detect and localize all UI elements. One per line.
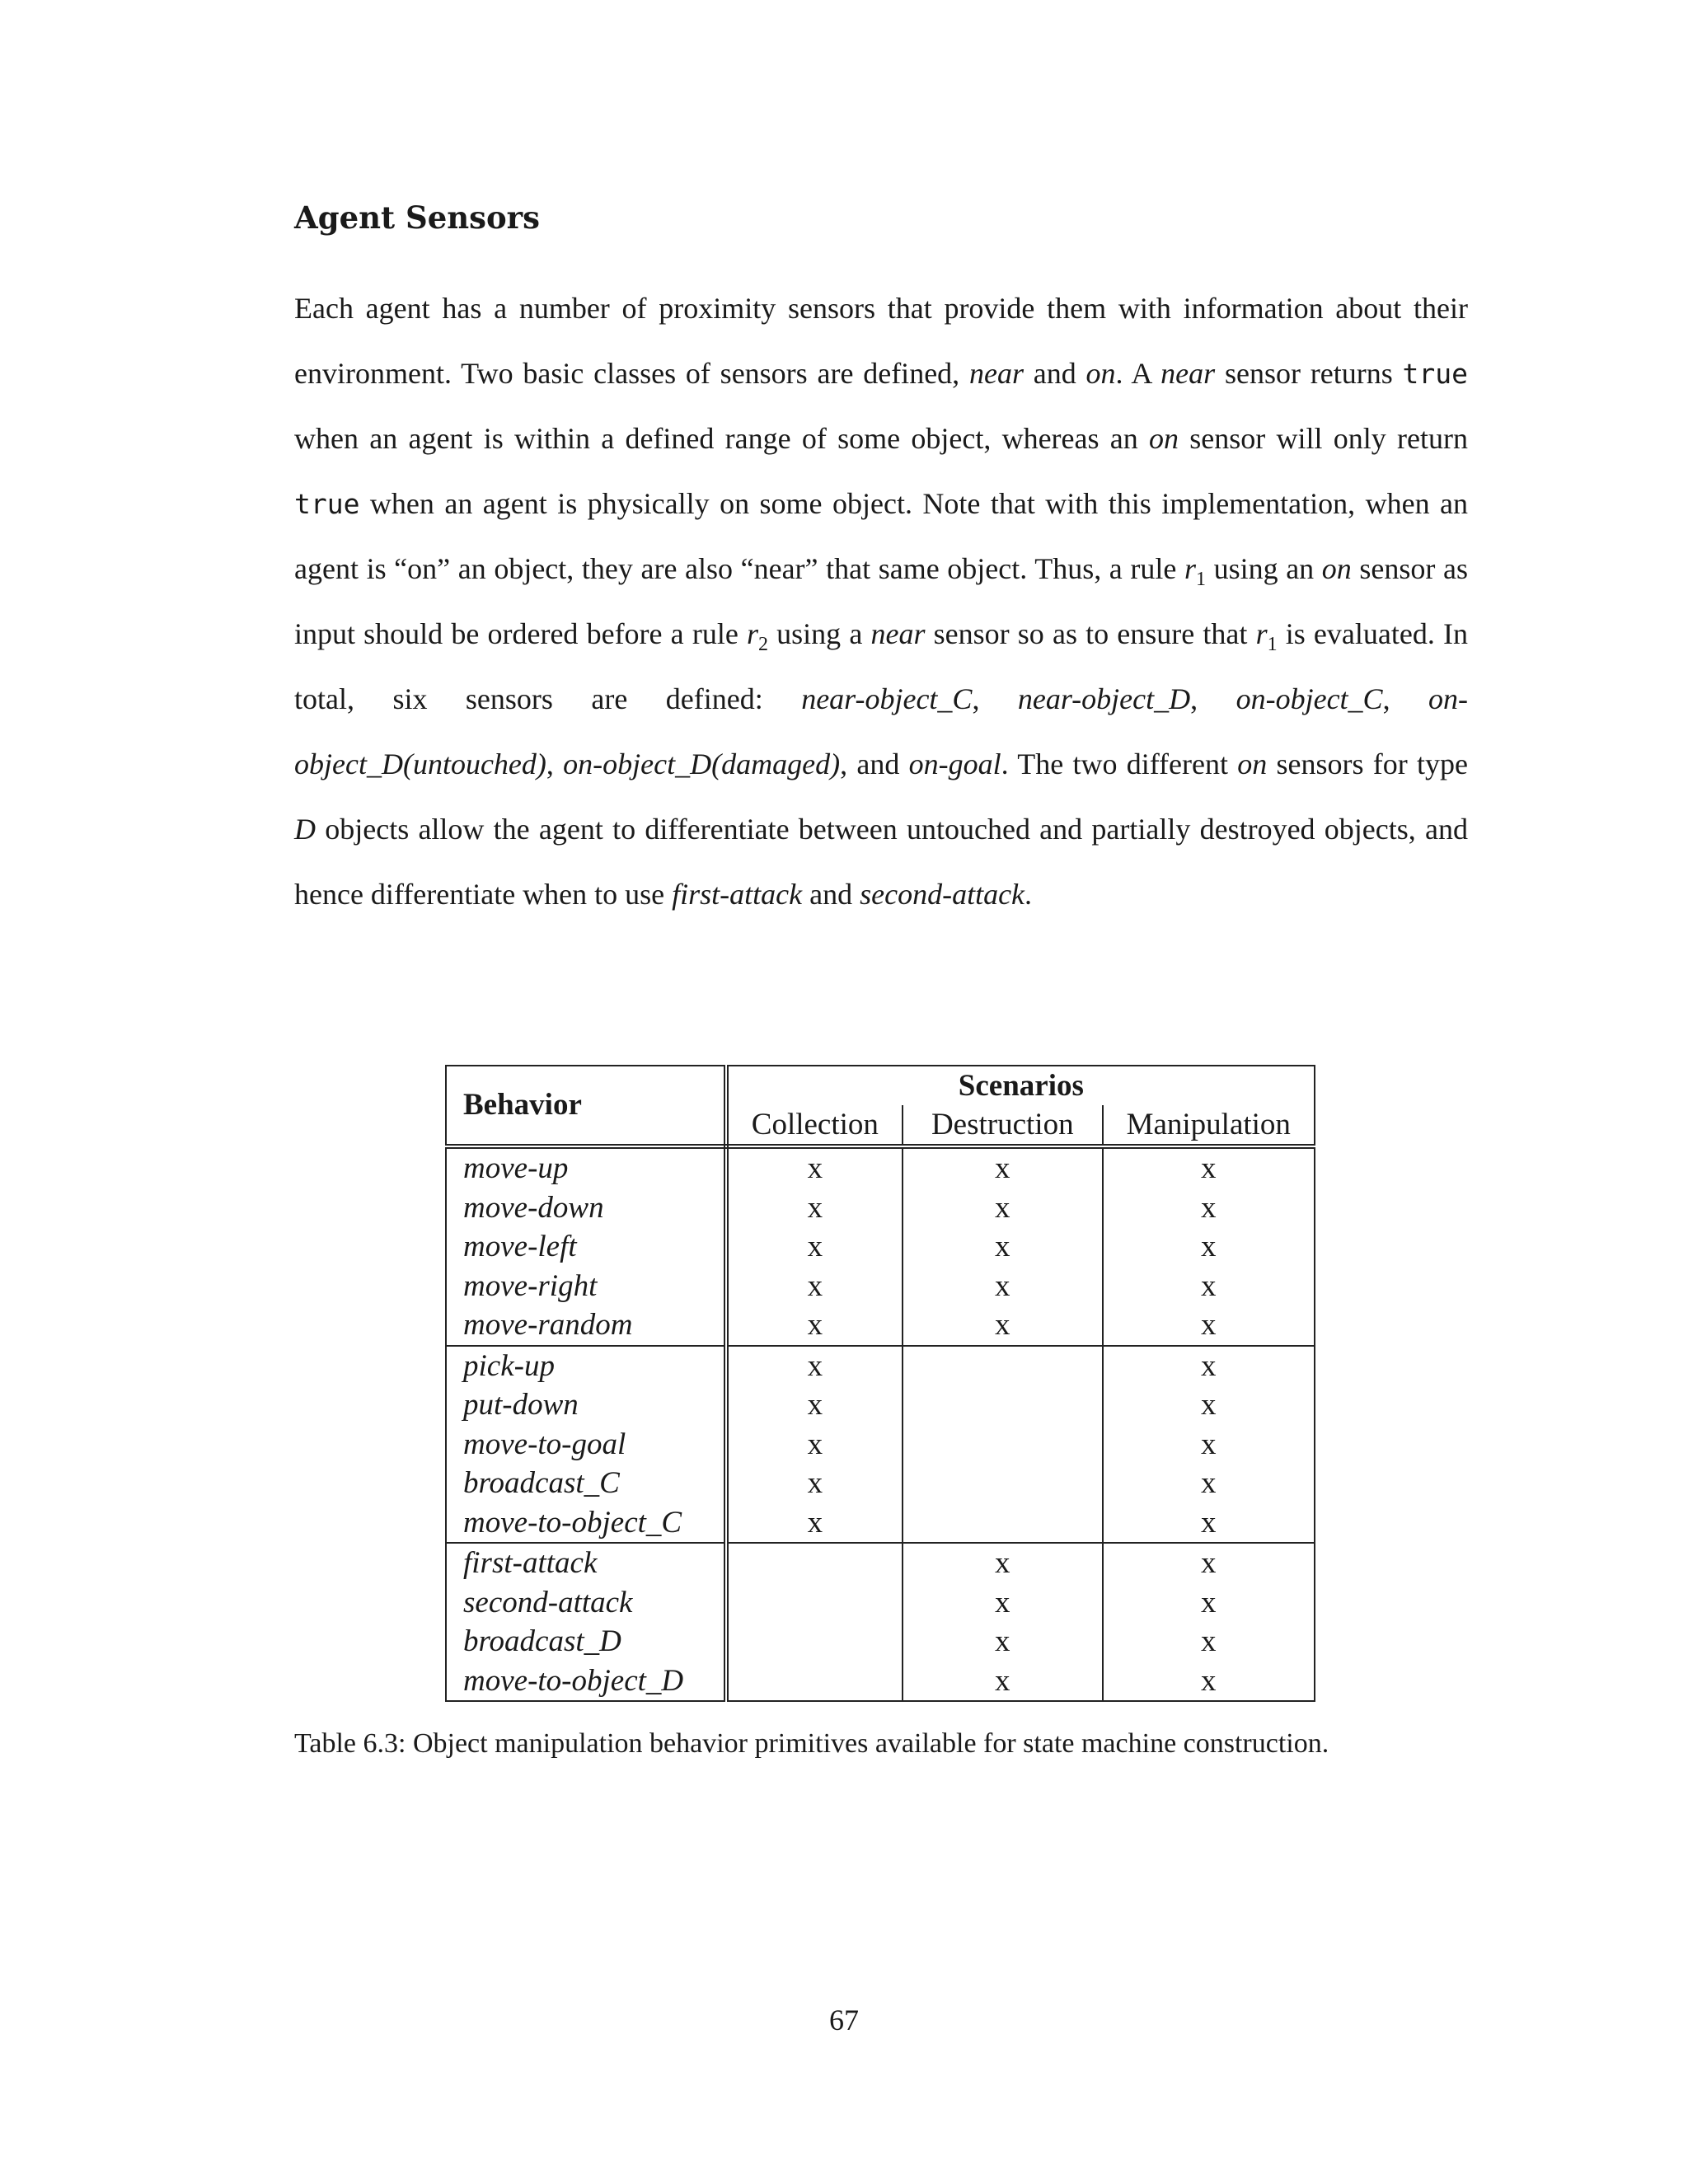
column-header: Manipulation [1103, 1105, 1315, 1146]
behavior-cell: pick-up [446, 1346, 726, 1386]
mark-cell: x [903, 1267, 1102, 1306]
behavior-cell: move-to-object_D [446, 1661, 726, 1702]
table-row [446, 1227, 1315, 1267]
mark-cell: x [903, 1661, 1102, 1702]
mark-cell [903, 1464, 1102, 1503]
mark-cell: x [1103, 1188, 1315, 1228]
behavior-header: Behavior [446, 1066, 726, 1146]
mark-cell: x [1103, 1543, 1315, 1583]
mark-cell [726, 1661, 903, 1702]
table-row [446, 1503, 1315, 1544]
mark-cell: x [903, 1622, 1102, 1661]
mark-cell: x [903, 1543, 1102, 1583]
mark-cell [903, 1503, 1102, 1544]
behavior-cell: move-up [446, 1146, 726, 1188]
mark-cell: x [1103, 1425, 1315, 1465]
mark-cell: x [1103, 1622, 1315, 1661]
table-body [446, 1146, 1315, 1701]
mark-cell: x [903, 1583, 1102, 1623]
column-header: Destruction [903, 1105, 1102, 1146]
table-caption: Table 6.3: Object manipulation behavior primitives available for state machine construction. [294, 1728, 1329, 1759]
mark-cell: x [807, 1388, 823, 1422]
table-row [446, 1583, 1315, 1623]
table-row [446, 1425, 1315, 1465]
mark-cell: x [726, 1346, 903, 1386]
table-row [446, 1543, 1315, 1583]
behavior-cell: move-to-goal [446, 1425, 726, 1465]
mark-cell: x [1103, 1146, 1315, 1188]
mark-cell: x [807, 1427, 823, 1461]
mark-cell: x [1103, 1385, 1315, 1425]
mark-cell: x [903, 1227, 1102, 1267]
table-row [446, 1464, 1315, 1503]
behavior-cell: put-down [446, 1385, 726, 1425]
table-row [446, 1267, 1315, 1306]
mark-cell: x [1103, 1227, 1315, 1267]
table-row [446, 1346, 1315, 1386]
mark-cell [726, 1583, 903, 1623]
mark-cell: x [807, 1268, 823, 1303]
mark-cell: x [1103, 1464, 1315, 1503]
table-row [446, 1305, 1315, 1346]
behavior-cell: first-attack [446, 1543, 726, 1583]
column-header: Collection [726, 1105, 903, 1146]
mark-cell: x [1103, 1503, 1315, 1544]
behavior-cell: move-random [446, 1305, 726, 1346]
table-row [446, 1385, 1315, 1425]
mark-cell: x [903, 1188, 1102, 1228]
mark-cell: x [903, 1146, 1102, 1188]
behavior-table [445, 1065, 1315, 1702]
scenarios-header: Scenarios [726, 1066, 1315, 1105]
table-row [446, 1661, 1315, 1702]
mark-cell: x [1103, 1305, 1315, 1346]
mark-cell [903, 1425, 1102, 1465]
mark-cell: x [807, 1151, 823, 1185]
mark-cell: x [807, 1466, 823, 1500]
behavior-cell: move-left [446, 1227, 726, 1267]
page-number: 67 [829, 2004, 859, 2036]
mark-cell [726, 1622, 903, 1661]
mark-cell: x [903, 1305, 1102, 1346]
behavior-cell: broadcast_D [446, 1622, 726, 1661]
behavior-cell: broadcast_C [446, 1464, 726, 1503]
table-row [446, 1146, 1315, 1188]
mark-cell: x [807, 1308, 823, 1342]
mark-cell [903, 1385, 1102, 1425]
mark-cell: x [1103, 1661, 1315, 1702]
mark-cell: x [1103, 1267, 1315, 1306]
behavior-cell: move-right [446, 1267, 726, 1306]
mark-cell: x [807, 1190, 823, 1225]
mark-cell: x [807, 1505, 823, 1540]
section-heading: Agent Sensors [294, 199, 540, 236]
mark-cell [726, 1543, 903, 1583]
behavior-cell: move-to-object_C [446, 1503, 726, 1544]
behavior-cell: second-attack [446, 1583, 726, 1623]
mark-cell [903, 1346, 1102, 1386]
mark-cell: x [1103, 1583, 1315, 1623]
behavior-cell: move-down [446, 1188, 726, 1228]
table-row [446, 1622, 1315, 1661]
mark-cell: x [1103, 1346, 1315, 1386]
body-paragraph: Each agent has a number of proximity sensors that provide them with information about their environment. Two basic classes of sensors are defined, near and on. A near sensor returns true when an agent is within a defined range of some object, whereas an on sensor will only return true when an agent is physically on some object. Note that with this implementation, when an agent is “on” an object, they are also “near” that same object. Thus, a rule $r_1$ using an on sensor as input should be ordered before a rule $r_2$ using a near sensor so as to ensure that $r_1$ is evaluated. In total, six sensors are defined: near-object_C, near-object_D, on-object_C, on-object_D(untouched), on-object_D(damaged), and on-goal. The two different on sensors for type D objects allow the agent to differentiate between untouched and partially destroyed objects, and hence differentiate when to use first-attack and second-attack. [294, 292, 1469, 911]
mark-cell: x [807, 1230, 823, 1263]
table-row [446, 1188, 1315, 1228]
